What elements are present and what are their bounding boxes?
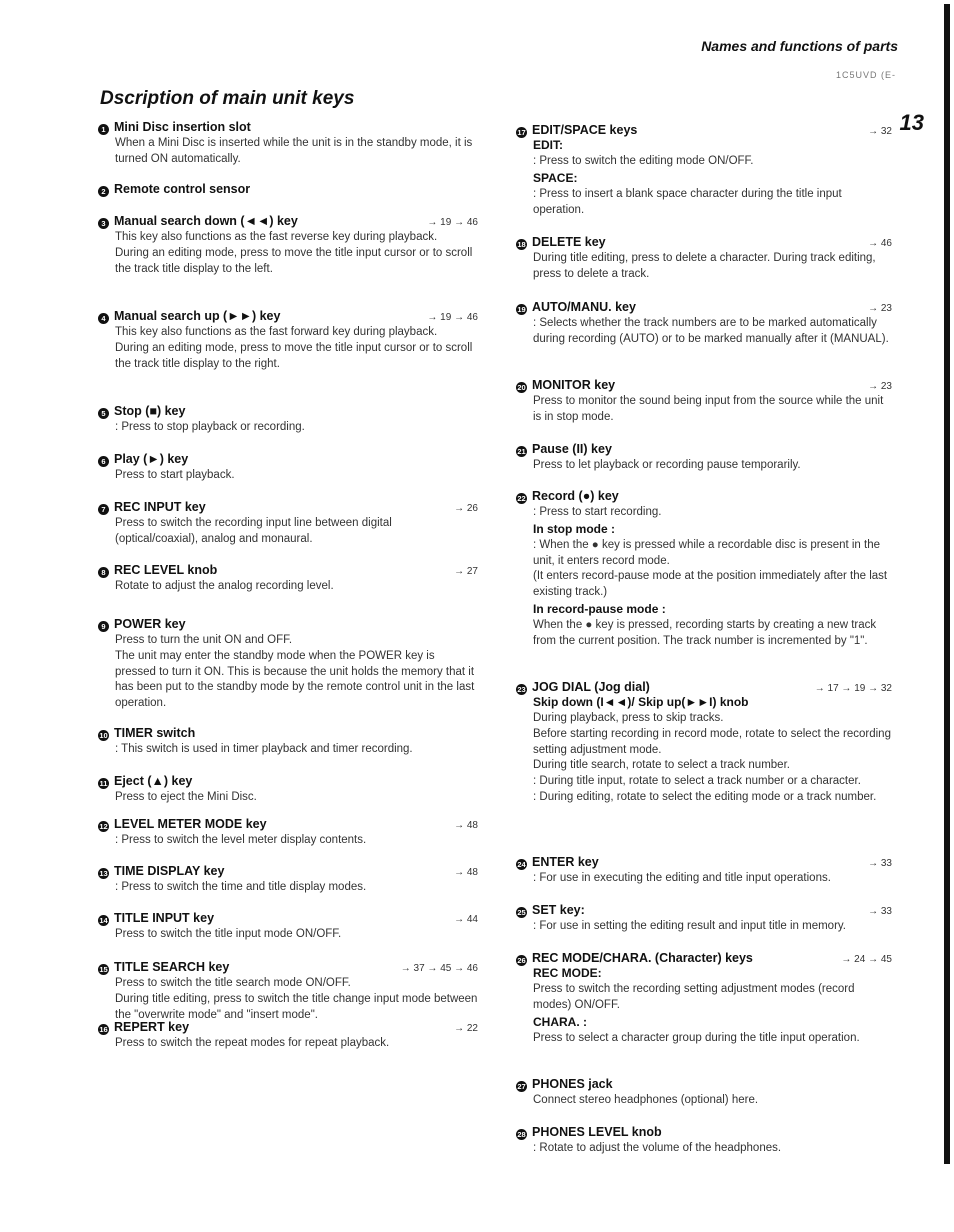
entry-description: [98, 927, 478, 943]
callout-number-badge: 12: [99, 822, 108, 831]
entry-description: [516, 618, 892, 650]
entry-description: [98, 633, 478, 712]
description-line: When a Mini Disc is inserted while the unit is in the standby mode, it is turned ON automatically.: [115, 137, 473, 165]
page-references: → 24 → 45: [841, 954, 892, 965]
description-line: This key also functions as the fast forward key during playback.: [115, 326, 438, 338]
key-entry: [98, 404, 478, 436]
callout-number-badge: 23: [517, 685, 526, 694]
entry-title-line: [516, 123, 892, 137]
entry-title-line: [98, 617, 478, 631]
entry-description: [98, 880, 478, 896]
entry-title-group: [98, 960, 229, 974]
entry-title: MONITOR key: [532, 378, 616, 392]
description-line: During title editing, press to delete a character. During track editing, press to delete a track.: [533, 252, 876, 280]
entry-description: [98, 790, 478, 806]
description-line: Press to eject the Mini Disc.: [115, 791, 257, 803]
description-line: Press to switch the repeat modes for repeat playback.: [115, 1037, 390, 1049]
key-entry: [516, 1125, 892, 1157]
description-line: Connect stereo headphones (optional) here.: [533, 1094, 759, 1106]
description-line: Press to start playback.: [115, 469, 235, 481]
page-references: → 26: [454, 503, 478, 514]
description-line: : Press to switch the editing mode ON/OFF.: [533, 155, 754, 167]
key-entry: [98, 563, 478, 595]
entry-title-group: [98, 726, 195, 740]
description-line: : Rotate to adjust the volume of the headphones.: [533, 1142, 782, 1154]
description-line: : Press to stop playback or recording.: [115, 421, 305, 433]
entry-title-line: [98, 182, 478, 196]
entry-title: SET key:: [532, 903, 585, 917]
entry-title-line: [516, 1077, 892, 1091]
entry-title-line: [516, 300, 892, 314]
key-entry: [98, 817, 478, 849]
callout-number-badge: 15: [99, 965, 108, 974]
entry-title-line: [98, 1020, 478, 1034]
entry-description: [98, 833, 478, 849]
callout-number-badge: 10: [99, 731, 108, 740]
description-line: : For use in setting the editing result and input title in memory.: [533, 920, 846, 932]
description-line: When the ● key is pressed, recording starts by creating a new track from the current position. The track number is incremented by "1".: [533, 618, 877, 647]
description-line: : Press to switch the level meter display contents.: [115, 834, 367, 846]
key-entry: [98, 726, 478, 758]
entry-description: [516, 505, 892, 521]
key-entry: [516, 378, 892, 426]
entry-subheading: SPACE:: [533, 170, 578, 185]
callout-number-badge: 21: [517, 447, 526, 456]
entry-title: Record (●) key: [532, 489, 619, 503]
key-entry: [516, 855, 892, 887]
entry-title-group: [516, 855, 599, 869]
entry-title-group: [98, 404, 185, 418]
entry-title: REC LEVEL knob: [114, 563, 218, 577]
entry-title-group: [98, 500, 206, 514]
entry-title: Mini Disc insertion slot: [114, 120, 251, 134]
entry-title-line: [516, 680, 892, 694]
page-references: → 19 → 46: [427, 312, 478, 323]
page-references: → 27: [454, 566, 478, 577]
description-line: The unit may enter the standby mode when the POWER key is pressed to turn it ON. This is because the unit holds the memory that it has been put to the standby mode by the remote control unit in the last operation.: [115, 649, 475, 710]
entry-title-line: [516, 951, 892, 965]
description-line: During an editing mode, press to move the title input cursor or to scroll the track title display to the right.: [115, 341, 473, 370]
entry-title: REC MODE/CHARA. (Character) keys: [532, 951, 753, 965]
entry-title-line: [516, 489, 892, 503]
key-entry: [98, 960, 478, 1023]
callout-number-badge: 3: [98, 218, 109, 229]
page-references: → 33: [868, 858, 892, 869]
entry-title: EDIT/SPACE keys: [532, 123, 638, 137]
callout-number-badge: 26: [517, 956, 526, 965]
entry-title: DELETE key: [532, 235, 606, 249]
entry-title-group: [516, 1077, 613, 1091]
key-entry: [98, 309, 478, 372]
description-line: Press to switch the title input mode ON/OFF.: [115, 928, 342, 940]
description-line: Rotate to adjust the analog recording level.: [115, 580, 334, 592]
description-line: : During title input, rotate to select a track number or a character.: [533, 775, 861, 788]
description-line: Press to let playback or recording pause temporarily.: [533, 459, 801, 471]
entry-title-group: [516, 300, 636, 314]
entry-title-line: [98, 404, 478, 418]
description-line: During playback, press to skip tracks.: [533, 712, 724, 724]
entry-title-group: [516, 1125, 662, 1139]
callout-number-badge: 16: [99, 1025, 108, 1034]
callout-number-badge: 1: [98, 124, 109, 135]
entry-description: [98, 1036, 478, 1052]
callout-number-badge: 25: [517, 908, 526, 917]
callout-number-badge: 6: [98, 456, 109, 467]
entry-description: [516, 1031, 892, 1047]
entry-subheading: In stop mode :: [533, 521, 615, 536]
entry-title-line: [98, 214, 478, 228]
callout-number-badge: 8: [98, 567, 109, 578]
entry-title: POWER key: [114, 617, 186, 631]
key-entry: [516, 235, 892, 283]
entry-title: PHONES LEVEL knob: [532, 1125, 662, 1139]
running-header: Names and functions of parts: [701, 38, 898, 54]
callout-number-badge: 19: [517, 305, 526, 314]
entry-description: [516, 1141, 892, 1157]
description-line: Press to switch the recording input line between digital (optical/coaxial), analog and monaural.: [115, 517, 392, 545]
entry-description: [98, 325, 478, 372]
page-number: 13: [899, 110, 924, 135]
page-references: → 44: [454, 914, 478, 925]
entry-title: TIMER switch: [114, 726, 196, 740]
entry-title-group: [98, 911, 214, 925]
description-line: : This switch is used in timer playback and timer recording.: [115, 743, 413, 755]
description-line: Press to select a character group during the title input operation.: [533, 1031, 860, 1044]
key-entry: [98, 911, 478, 943]
entry-description: [516, 538, 892, 601]
entry-description: [98, 468, 478, 484]
description-line: Press to switch the title search mode ON/OFF.: [115, 977, 351, 989]
page-references: → 33: [868, 906, 892, 917]
callout-number-badge: 11: [99, 779, 108, 788]
callout-number-badge: 5: [98, 408, 109, 419]
callout-number-badge: 22: [517, 494, 526, 503]
page-references: → 23: [868, 303, 892, 314]
key-entry: [98, 864, 478, 896]
entry-description: [516, 154, 892, 170]
entry-description: [516, 316, 892, 348]
page-edge-bar: [944, 4, 950, 1164]
entry-title-group: [98, 817, 267, 831]
entry-title-group: [516, 680, 650, 694]
entry-title-line: [98, 726, 478, 740]
entry-title: TITLE SEARCH key: [114, 960, 230, 974]
entry-title-group: [98, 214, 298, 228]
entry-description: [516, 394, 892, 426]
key-entry: [516, 1077, 892, 1109]
entry-title: LEVEL METER MODE key: [114, 817, 267, 831]
page-references: → 32: [868, 126, 892, 137]
key-entry: [516, 903, 892, 935]
entry-title: JOG DIAL (Jog dial): [532, 680, 650, 694]
key-entry: [516, 300, 892, 348]
description-line: During an editing mode, press to move the title input cursor or to scroll the track title display to the left.: [115, 246, 473, 275]
entry-description: [98, 230, 478, 277]
entry-title-line: [516, 1125, 892, 1139]
entry-title-line: [98, 817, 478, 831]
entry-title-line: [98, 500, 478, 514]
entry-description: [98, 516, 478, 548]
entry-description: [516, 982, 892, 1014]
description-line: Press to switch the recording setting adjustment modes (record modes) ON/OFF.: [533, 983, 855, 1011]
entry-title-line: [98, 452, 478, 466]
entry-title-line: [98, 960, 478, 974]
key-entry: [516, 951, 892, 1046]
entry-title: REPERT key: [114, 1020, 190, 1034]
page-references: → 22: [454, 1023, 478, 1034]
entry-description: [98, 136, 478, 168]
description-line: : During editing, rotate to select the editing mode or a track number.: [533, 790, 877, 803]
entry-description: [98, 742, 478, 758]
entry-title-group: [98, 182, 250, 196]
entry-description: [516, 711, 892, 806]
description-line: : Press to insert a blank space character during the title input operation.: [533, 187, 842, 216]
entry-title: Eject (▲) key: [114, 774, 193, 788]
entry-title-group: [98, 864, 224, 878]
entry-title-line: [98, 774, 478, 788]
callout-number-badge: 20: [517, 383, 526, 392]
section-title: Dscription of main unit keys: [100, 88, 355, 109]
entry-title-group: [98, 774, 192, 788]
description-line: Before starting recording in record mode, rotate to select the recording setting adjustment mode.: [533, 727, 891, 756]
entry-title-group: [98, 1020, 189, 1034]
page-references: → 46: [868, 238, 892, 249]
key-entry: [98, 120, 478, 168]
entry-title-group: [516, 489, 619, 503]
callout-number-badge: 27: [517, 1082, 526, 1091]
description-line: : For use in executing the editing and title input operations.: [533, 872, 831, 884]
entry-description: [516, 458, 892, 474]
callout-number-badge: 13: [99, 869, 108, 878]
key-entry: [516, 442, 892, 474]
page-references: → 19 → 46: [427, 217, 478, 228]
page-references: → 23: [868, 381, 892, 392]
entry-title-group: [516, 903, 585, 917]
entry-title-group: [516, 378, 615, 392]
entry-title-line: [98, 120, 478, 134]
entry-title-line: [98, 563, 478, 577]
entry-subheading: EDIT:: [533, 138, 563, 152]
document-code: 1C5UVD (E-: [835, 70, 896, 80]
description-line: (It enters record-pause mode at the position immediately after the last existing track.): [533, 570, 888, 599]
callout-number-badge: 7: [98, 504, 109, 515]
description-line: : Press to switch the time and title display modes.: [115, 881, 367, 893]
entry-title-line: [516, 235, 892, 249]
entry-title-group: [516, 123, 637, 137]
entry-title: Remote control sensor: [114, 182, 251, 196]
entry-description: [98, 976, 478, 1023]
entry-title: PHONES jack: [532, 1077, 613, 1091]
entry-subheading: CHARA. :: [533, 1014, 587, 1029]
entry-title: Manual search down (◄◄) key: [114, 214, 298, 228]
entry-title: REC INPUT key: [114, 500, 206, 514]
entry-title-group: [516, 442, 612, 456]
entry-subheading: Skip down (I◄◄)/ Skip up(►►I) knob: [533, 695, 749, 709]
entry-title-group: [516, 951, 753, 965]
entry-title-group: [516, 235, 606, 249]
entry-title-group: [98, 563, 217, 577]
callout-number-badge: 2: [98, 186, 109, 197]
entry-title-group: [98, 452, 188, 466]
description-line: This key also functions as the fast reverse key during playback.: [115, 231, 438, 243]
entry-title-line: [516, 903, 892, 917]
entry-title-line: [98, 864, 478, 878]
entry-title-line: [516, 442, 892, 456]
entry-title: Manual search up (►►) key: [114, 309, 281, 323]
key-entry: [98, 500, 478, 548]
entry-title: Play (►) key: [114, 452, 189, 466]
key-entry: [98, 452, 478, 484]
entry-title-group: [98, 120, 251, 134]
callout-number-badge: 9: [98, 621, 109, 632]
entry-title-line: [98, 309, 478, 323]
entry-title: AUTO/MANU. key: [532, 300, 636, 314]
callout-number-badge: 18: [517, 240, 526, 249]
entry-title-line: [98, 911, 478, 925]
entry-title-group: [98, 309, 280, 323]
entry-description: [516, 251, 892, 283]
entry-title-line: [516, 855, 892, 869]
callout-number-badge: 14: [99, 916, 108, 925]
callout-number-badge: 4: [98, 313, 109, 324]
key-entry: [516, 489, 892, 650]
description-line: : Press to start recording.: [533, 506, 662, 518]
key-entry: [516, 123, 892, 218]
page-references: → 37 → 45 → 46: [400, 963, 478, 974]
entry-title: Pause (II) key: [532, 442, 612, 456]
description-line: Press to turn the unit ON and OFF.: [115, 634, 293, 646]
key-entry: [516, 680, 892, 806]
entry-subheading: REC MODE:: [533, 966, 602, 980]
key-entry: [98, 182, 478, 196]
key-entry: [98, 774, 478, 806]
description-line: Press to monitor the sound being input from the source while the unit is in stop mode.: [533, 395, 884, 423]
description-line: : Selects whether the track numbers are to be marked automatically during recording (AUTO) or to be marked manually after it (MANUAL).: [533, 317, 889, 345]
key-entry: [98, 1020, 478, 1052]
entry-title-line: [516, 378, 892, 392]
description-line: : When the ● key is pressed while a recordable disc is present in the unit, it enters record mode.: [533, 538, 881, 567]
entry-title: ENTER key: [532, 855, 599, 869]
description-line: During title search, rotate to select a track number.: [533, 759, 790, 772]
entry-description: [516, 871, 892, 887]
page-references: → 48: [454, 867, 478, 878]
key-entry: [98, 214, 478, 277]
page-references: → 17 → 19 → 32: [814, 683, 892, 694]
callout-number-badge: 28: [517, 1130, 526, 1139]
entry-subheading: In record-pause mode :: [533, 601, 666, 616]
description-line: During title editing, press to switch the title change input mode between the "overwrite mode" and "insert mode".: [115, 992, 478, 1021]
entry-description: [98, 579, 478, 595]
entry-title: Stop (■) key: [114, 404, 186, 418]
callout-number-badge: 24: [517, 860, 526, 869]
entry-description: [516, 919, 892, 935]
page-references: → 48: [454, 820, 478, 831]
entry-title: TIME DISPLAY key: [114, 864, 225, 878]
entry-title: TITLE INPUT key: [114, 911, 215, 925]
entry-title-group: [98, 617, 186, 631]
entry-description: [98, 420, 478, 436]
key-entry: [98, 617, 478, 712]
callout-number-badge: 17: [517, 128, 526, 137]
entry-description: [516, 187, 892, 219]
entry-description: [516, 1093, 892, 1109]
